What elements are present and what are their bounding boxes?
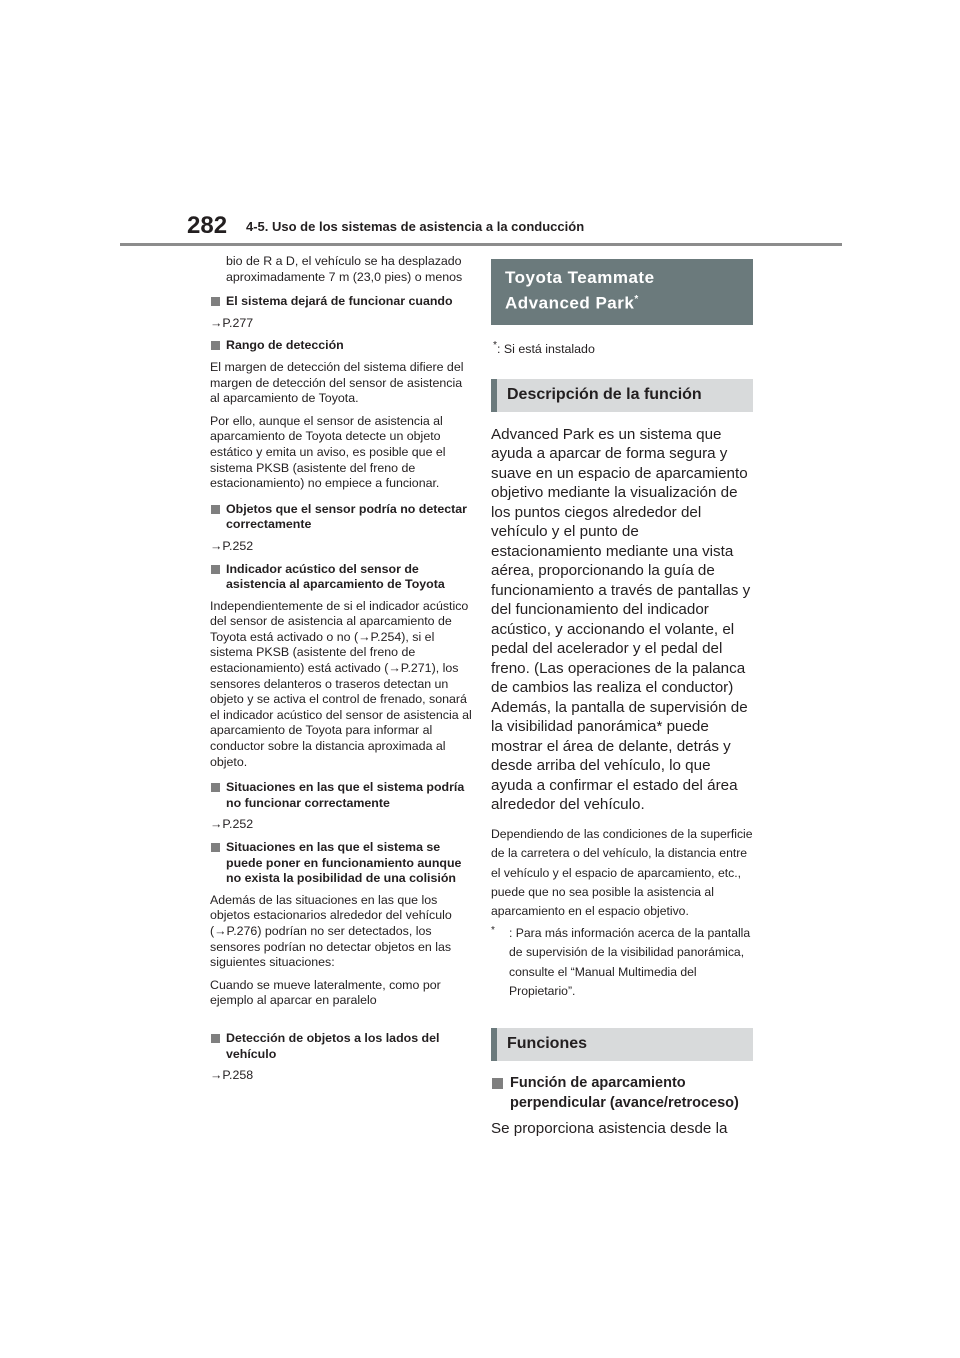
- paragraph: Independientemente de si el indicador acústico del sensor de asistencia al aparcamiento de Toyota está activado o no (→P.254), si el sistema PKSB (asistente del freno de estacionamiento) está activado (→P.271), los sensores delanteros o traseros detectan un objeto y se activa el control de frenado, sonará el indicador acústico del sensor de asistencia al aparcamiento de Toyota para informar al conductor sobre la distancia aproximada al objeto.: [210, 598, 472, 769]
- subsection-heading: Función de aparcamiento perpendicular (avance/retroceso): [491, 1074, 753, 1113]
- section-heading: El sistema dejará de funcionar cuando: [210, 294, 472, 310]
- chapter-title: Toyota Teammate Advanced Park*: [491, 259, 753, 325]
- section-heading: Situaciones en las que el sistema podría no funcionar correctamente: [210, 780, 472, 811]
- page-number: 282: [187, 212, 228, 239]
- paragraph: Advanced Park es un sistema que ayuda a aparcar de forma segura y suave en un espacio de aparcamiento objetivo mediante la visualización de los puntos ciegos alrededor del vehículo y el punto de estacionamiento mediante una vista aérea, proporcionando la guía de funcionamiento a través de pantallas y del funcionamiento del indicador acústico, y accionando el volante, el pedal del acelerador y el pedal del freno. (Las operaciones de la palanca de cambios las realiza el conductor): [491, 425, 751, 697]
- availability-note: *: Si está instalado: [493, 339, 595, 356]
- page-ref-link[interactable]: →P.254: [358, 629, 402, 644]
- page-ref-link[interactable]: →P.277: [210, 315, 254, 330]
- bullet-square-icon: [211, 505, 220, 514]
- right-column: [491, 259, 753, 1139]
- bullet-square-icon: [211, 341, 220, 350]
- page-ref-link[interactable]: →P.276: [214, 923, 258, 938]
- page-ref-link[interactable]: →P.252: [210, 538, 254, 553]
- bullet-square-icon: [211, 1034, 220, 1043]
- section-heading: Situaciones en las que el sistema se puede poner en funcionamiento aunque no exista la posibilidad de una colisión: [210, 840, 472, 887]
- section-heading: Indicador acústico del sensor de asistencia al aparcamiento de Toyota: [210, 562, 472, 593]
- page-ref-link[interactable]: →P.258: [210, 1068, 254, 1083]
- bullet-square-icon: [211, 843, 220, 852]
- paragraph: Cuando se mueve lateralmente, como por ejemplo al aparcar en paralelo: [210, 977, 441, 1008]
- paragraph: El margen de detección del sistema difiere del margen de detección del sensor de asistencia al aparcamiento de Toyota.: [210, 359, 464, 406]
- left-column: [210, 254, 472, 1091]
- section-heading: Rango de detección: [210, 338, 472, 354]
- bullet-square-icon: [211, 783, 220, 792]
- paragraph: Además, la pantalla de supervisión de la visibilidad panorámica* puede mostrar el área de delante, detrás y desde arriba del vehículo, lo que ayuda a confirmar el estado del área alrededor del vehículo.: [491, 698, 748, 814]
- paragraph: Por ello, aunque el sensor de asistencia al aparcamiento de Toyota detecte un objeto estático y emita un aviso, es posible que el sistema PKSB (asistente del freno de estacionamiento) no empiece a funcionar.: [210, 413, 446, 491]
- paragraph: Dependiendo de las condiciones de la superficie de la carretera o del vehículo, la distancia entre el vehículo y el espacio de aparcamiento, etc., puede que no sea posible la asistencia al aparcamiento en el espacio objetivo.: [491, 826, 753, 919]
- paragraph: Se proporciona asistencia desde la: [491, 1120, 728, 1138]
- section-heading: Detección de objetos a los lados del vehículo: [210, 1031, 472, 1062]
- bullet-square-icon: [492, 1078, 503, 1089]
- asterisk: *: [634, 294, 639, 305]
- bullet-square-icon: [211, 297, 220, 306]
- section-heading: Objetos que el sensor podría no detectar correctamente: [210, 502, 472, 533]
- page-ref-link[interactable]: →P.271: [388, 661, 432, 676]
- continuation-text: bio de R a D, el vehículo se ha desplazado aproximadamente 7 m (23,0 pies) o menos: [226, 254, 463, 284]
- paragraph: Además de las situaciones en las que los objetos estacionarios alrededor del vehículo (→P.276) podrían no ser detectados, los sensores podrían no detectar objetos en las siguientes situaciones:: [210, 892, 452, 970]
- section-title: Descripción de la función: [491, 379, 753, 412]
- bullet-square-icon: [211, 565, 220, 574]
- section-title: Funciones: [491, 1028, 753, 1061]
- running-header: 4-5. Uso de los sistemas de asistencia a la conducción: [246, 219, 585, 234]
- page-ref-link[interactable]: →P.252: [210, 817, 254, 832]
- header-rule: [120, 243, 842, 246]
- footnote: * : Para más información acerca de la pantalla de supervisión de la visibilidad panorámica, consulte el “Manual Multimedia del Propietario”.: [491, 924, 751, 999]
